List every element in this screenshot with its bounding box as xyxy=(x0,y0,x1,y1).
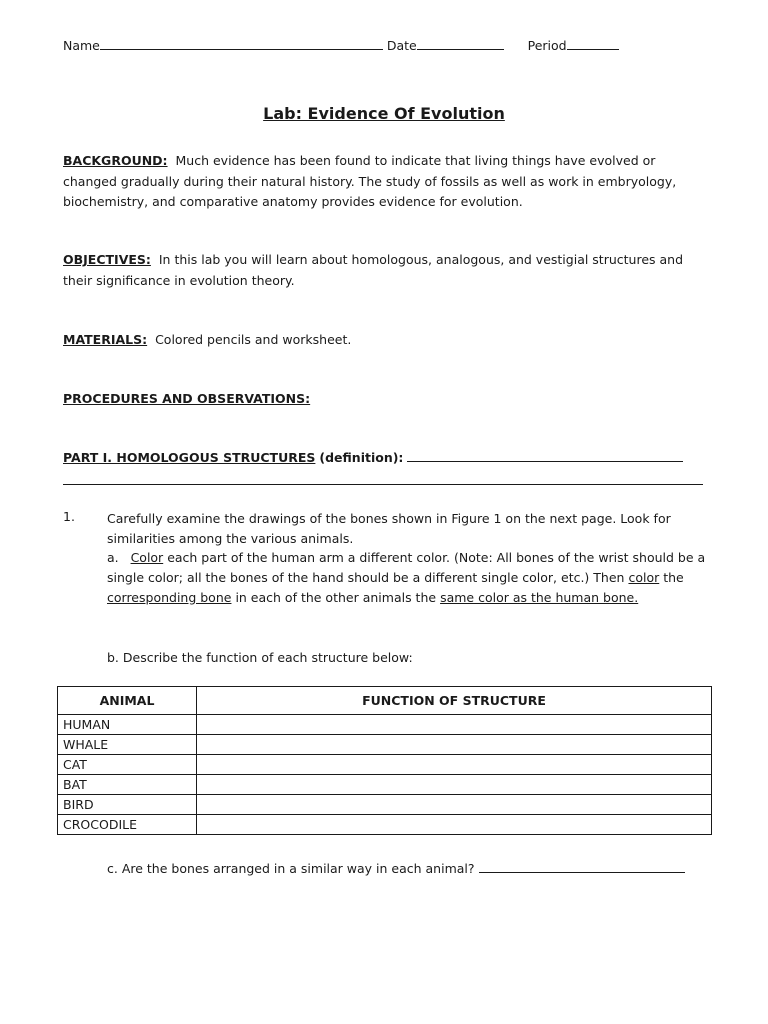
period-blank[interactable] xyxy=(567,48,619,50)
table-row xyxy=(58,735,712,755)
function-cell[interactable] xyxy=(197,775,712,795)
table-row xyxy=(58,795,712,815)
name-label: Name xyxy=(63,38,100,53)
name-blank[interactable] xyxy=(100,48,383,50)
corresponding-bone: corresponding bone xyxy=(107,590,232,605)
step1-text: Carefully examine the drawings of the bones shown in Figure 1 on the next page. Look for similarities among the various animals. xyxy=(107,511,671,546)
objectives-text: In this lab you will learn about homologous, analogous, and vestigial structures and their significance in evolution theory. xyxy=(63,252,684,288)
definition-blank-2[interactable] xyxy=(63,484,703,485)
animal-cell: WHALE xyxy=(58,735,197,755)
animal-cell: CROCODILE xyxy=(58,815,197,835)
part1-definition-label: (definition): xyxy=(319,450,404,465)
period-label: Period xyxy=(527,38,567,53)
objectives-label: OBJECTIVES: xyxy=(63,252,151,267)
answer-blank[interactable] xyxy=(479,871,685,873)
table-row xyxy=(58,775,712,795)
definition-blank-1[interactable] xyxy=(407,460,683,462)
materials-label: MATERIALS: xyxy=(63,332,148,347)
step1a-text3: in each of the other animals the xyxy=(235,590,437,605)
step1c xyxy=(107,859,707,879)
part1-label: PART I. HOMOLOGOUS STRUCTURES xyxy=(63,450,316,465)
animal-cell: BIRD xyxy=(58,795,197,815)
table-row xyxy=(58,815,712,835)
table-header-row xyxy=(58,687,712,715)
color-word-2: color xyxy=(628,570,660,585)
same-color-phrase: same color as the human bone. xyxy=(440,590,639,605)
step1-number: 1. xyxy=(63,509,75,524)
function-cell[interactable] xyxy=(197,735,712,755)
function-cell[interactable] xyxy=(197,755,712,775)
date-blank[interactable] xyxy=(417,48,504,50)
background-text: Much evidence has been found to indicate that living things have evolved or changed gradually during their natural history. The study of fossils as well as work in embryology, biochemistry, and comparative anatomy provides evidence for evolution. xyxy=(63,153,677,209)
function-cell[interactable] xyxy=(197,715,712,735)
part1-heading xyxy=(63,448,708,469)
table-row xyxy=(58,755,712,775)
animal-cell: BAT xyxy=(58,775,197,795)
function-column-header: FUNCTION OF STRUCTURE xyxy=(197,687,712,715)
animal-cell: HUMAN xyxy=(58,715,197,735)
procedures-heading xyxy=(63,389,708,410)
color-word-1: Color xyxy=(130,550,164,565)
page-title: Lab: Evidence Of Evolution xyxy=(263,104,505,123)
background-section xyxy=(63,151,708,213)
function-cell[interactable] xyxy=(197,815,712,835)
animal-cell: CAT xyxy=(58,755,197,775)
animal-column-header: ANIMAL xyxy=(58,687,197,715)
step1a xyxy=(107,548,707,608)
header-row xyxy=(63,38,619,53)
table-row xyxy=(58,715,712,735)
step1a-text1: each part of the human arm a different color. (Note: All bones of the wrist should be a single color; all the bones of the hand should be a different single color, etc.) Then xyxy=(107,550,706,585)
materials-text: Colored pencils and worksheet. xyxy=(155,332,352,347)
objectives-section xyxy=(63,250,708,291)
step1c-text: c. Are the bones arranged in a similar way in each animal? xyxy=(107,861,475,876)
function-cell[interactable] xyxy=(197,795,712,815)
procedures-heading-text: PROCEDURES AND OBSERVATIONS: xyxy=(63,391,311,406)
step1a-text2: the xyxy=(663,570,684,585)
step1b: b. Describe the function of each structure below: xyxy=(107,650,413,665)
function-table xyxy=(57,686,712,835)
date-label: Date xyxy=(386,38,417,53)
materials-section xyxy=(63,330,708,351)
step1a-letter: a. xyxy=(107,550,119,565)
background-label: BACKGROUND: xyxy=(63,153,168,168)
